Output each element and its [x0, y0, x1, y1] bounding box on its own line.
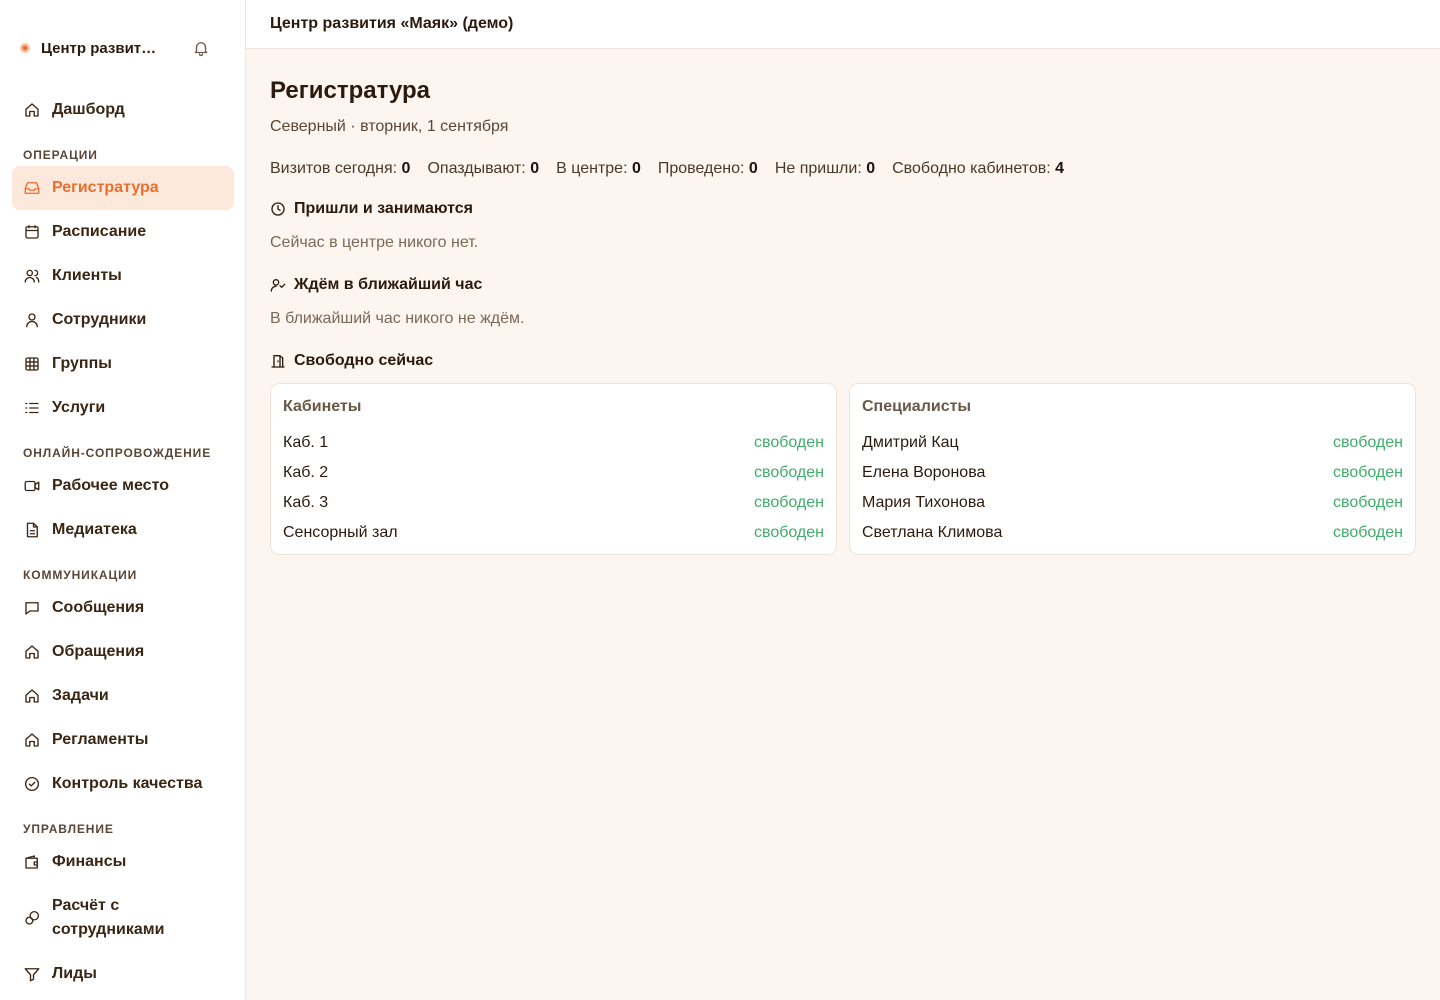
file-icon: [23, 521, 41, 539]
stat-visits-today: [270, 160, 410, 178]
top-bar: [246, 0, 1440, 49]
user-icon: [23, 311, 41, 329]
wallet-icon: [23, 853, 41, 871]
calendar-icon: [23, 223, 41, 241]
stat-value: 0: [401, 160, 411, 177]
stat-label: В центре:: [556, 160, 628, 177]
status-text: свободен: [754, 524, 824, 541]
sidebar-item-label: Контроль качества: [52, 775, 203, 792]
coins-icon: [23, 909, 41, 927]
page-title: Регистратура: [270, 77, 431, 104]
sidebar-item-label: Лиды: [52, 965, 97, 982]
waiting-section-title: [270, 276, 482, 294]
room-name: Сенсорный зал: [283, 524, 398, 541]
sidebar-item-staff[interactable]: [12, 298, 234, 342]
stat-value: 0: [866, 160, 876, 177]
grid-icon: [23, 355, 41, 373]
brand-name: Центр развит…: [41, 39, 157, 57]
door-icon: [270, 353, 286, 369]
clock-icon: [270, 201, 286, 217]
sidebar-item-groups[interactable]: [12, 342, 234, 386]
present-empty-text: Сейчас в центре никого нет.: [270, 234, 479, 251]
specialist-name: Светлана Климова: [862, 524, 1003, 541]
section-title-text: Пришли и занимаются: [294, 200, 473, 217]
brand[interactable]: [18, 36, 218, 60]
card-title: Кабинеты: [283, 398, 362, 415]
stat-free-rooms: [892, 160, 1064, 178]
sidebar-item-label: Расчёт с сотрудниками: [52, 897, 165, 938]
section-title-text: Ждём в ближайший час: [294, 276, 483, 293]
org-title: Центр развития «Маяк» (демо): [270, 15, 514, 32]
list-item: [283, 488, 824, 518]
stat-value: 4: [1055, 160, 1065, 177]
stat-label: Не пришли:: [774, 160, 862, 177]
room-name: Каб. 2: [283, 464, 329, 481]
inbox-icon: [23, 179, 41, 197]
home-icon: [23, 643, 41, 661]
list-icon: [23, 399, 41, 417]
sidebar-item-label: Расписание: [52, 223, 147, 240]
sidebar-nav: [12, 88, 234, 996]
sidebar-item-requests[interactable]: [12, 630, 234, 674]
funnel-icon: [23, 965, 41, 983]
home-icon: [23, 731, 41, 749]
section-title-text: Свободно сейчас: [294, 352, 434, 369]
present-section-title: [270, 200, 473, 218]
stat-late: [427, 160, 539, 178]
free-now-section-title: [270, 352, 433, 370]
users-icon: [23, 267, 41, 285]
status-text: свободен: [754, 434, 824, 451]
stat-in-center: [556, 160, 641, 178]
sidebar-item-label: Клиенты: [52, 267, 122, 284]
sidebar-item-label: Группы: [52, 355, 112, 372]
sidebar-item-finance[interactable]: [12, 840, 234, 884]
section-title-communications: КОММУНИКАЦИИ: [23, 568, 138, 582]
check-circle-icon: [23, 775, 41, 793]
specialist-name: Дмитрий Кац: [862, 434, 959, 451]
room-name: Каб. 1: [283, 434, 329, 451]
specialist-name: Мария Тихонова: [862, 494, 986, 511]
sidebar-item-payroll[interactable]: [12, 884, 234, 952]
sidebar-item-label: Обращения: [52, 643, 145, 660]
sidebar-item-label: Рабочее место: [52, 477, 169, 494]
home-icon: [23, 101, 41, 119]
list-item: [283, 428, 824, 458]
room-name: Каб. 3: [283, 494, 329, 511]
stat-label: Визитов сегодня:: [270, 160, 398, 177]
section-title-operations: ОПЕРАЦИИ: [23, 148, 98, 162]
lighthouse-logo-icon: [18, 41, 32, 55]
card-title: Специалисты: [862, 398, 972, 415]
rooms-card: [270, 383, 837, 555]
sidebar-item-dashboard[interactable]: [12, 88, 234, 132]
stat-no-show: [775, 160, 875, 178]
sidebar-item-workplace[interactable]: [12, 464, 234, 508]
stat-done: [658, 160, 758, 178]
sidebar-item-label: Сообщения: [52, 599, 145, 616]
list-item: [283, 458, 824, 488]
list-item: [862, 428, 1403, 458]
sidebar-item-label: Регламенты: [52, 731, 149, 748]
page-subtitle: Северный · вторник, 1 сентября: [270, 118, 509, 135]
stat-label: Свободно кабинетов:: [892, 160, 1051, 177]
stat-value: 0: [748, 160, 758, 177]
sidebar-item-messages[interactable]: [12, 586, 234, 630]
list-item: [862, 488, 1403, 518]
bell-icon[interactable]: [192, 39, 210, 57]
video-icon: [23, 477, 41, 495]
section-title-management: УПРАВЛЕНИЕ: [23, 822, 114, 836]
sidebar-item-regulations[interactable]: [12, 718, 234, 762]
sidebar-item-media[interactable]: [12, 508, 234, 552]
sidebar-item-clients[interactable]: [12, 254, 234, 298]
specialist-name: Елена Воронова: [862, 464, 986, 481]
stat-label: Проведено:: [657, 160, 745, 177]
sidebar-item-leads[interactable]: [12, 952, 234, 996]
status-text: свободен: [1333, 494, 1403, 511]
sidebar-item-services[interactable]: [12, 386, 234, 430]
stat-label: Опаздывают:: [427, 160, 526, 177]
specialists-card: [849, 383, 1416, 555]
stat-value: 0: [530, 160, 540, 177]
stats-bar: [270, 160, 1081, 178]
status-text: свободен: [754, 494, 824, 511]
sidebar-item-label: Медиатека: [52, 521, 137, 538]
sidebar-item-label: Финансы: [52, 853, 127, 870]
status-text: свободен: [1333, 434, 1403, 451]
user-clock-icon: [270, 277, 286, 293]
home-icon: [23, 687, 41, 705]
sidebar-item-schedule[interactable]: [12, 210, 234, 254]
list-item: [283, 518, 824, 548]
waiting-empty-text: В ближайший час никого не ждём.: [270, 310, 525, 327]
sidebar-item-tasks[interactable]: [12, 674, 234, 718]
sidebar-item-label: Услуги: [52, 399, 106, 416]
sidebar: [0, 0, 246, 1000]
sidebar-item-reception[interactable]: [12, 166, 234, 210]
stat-value: 0: [631, 160, 641, 177]
section-title-online: ОНЛАЙН-СОПРОВОЖДЕНИЕ: [23, 446, 212, 460]
sidebar-item-label: Сотрудники: [52, 311, 147, 328]
status-text: свободен: [1333, 464, 1403, 481]
status-text: свободен: [754, 464, 824, 481]
sidebar-item-label: Регистратура: [52, 179, 159, 196]
list-item: [862, 518, 1403, 548]
sidebar-item-label: Задачи: [52, 687, 109, 704]
status-text: свободен: [1333, 524, 1403, 541]
list-item: [862, 458, 1403, 488]
sidebar-item-quality[interactable]: [12, 762, 234, 806]
sidebar-item-label: Дашборд: [52, 101, 125, 118]
message-icon: [23, 599, 41, 617]
